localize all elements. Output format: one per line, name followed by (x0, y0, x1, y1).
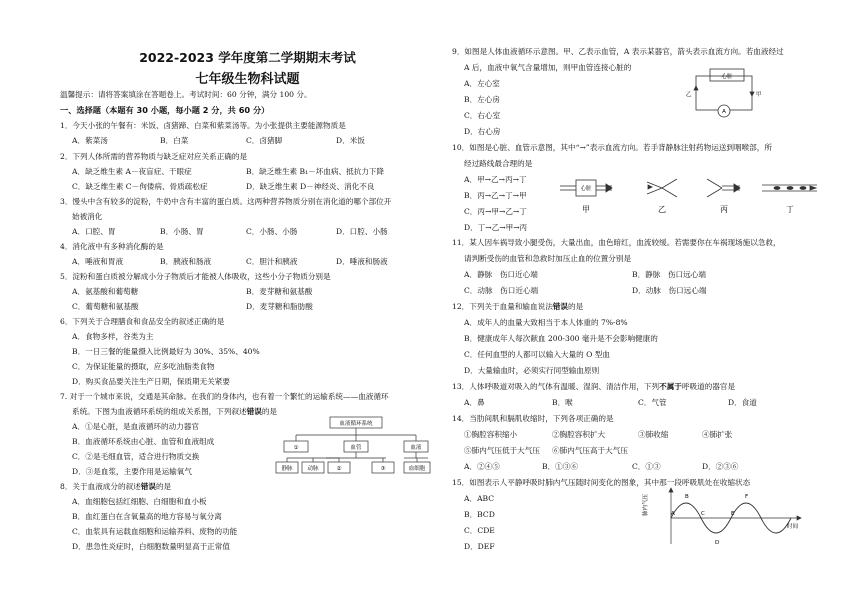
q7-diagram-n2: 血管 (350, 445, 362, 451)
q9-circulation-diagram (686, 66, 766, 126)
q8-option-a[interactable]: A．血细胞包括红细胞、白细胞和血小板 (72, 497, 207, 506)
q9-stem: 9．如图是人体血液循环示意图。甲、乙表示血管，A 表示某器官，箭头表示血流方向。若血液经过 (452, 47, 784, 56)
q15-point-d: D (715, 540, 720, 546)
q15-x-axis-label: 时间 (787, 524, 799, 530)
q11-option-b[interactable]: B．静脉 伤口远心端 (632, 270, 706, 279)
q1-option-b[interactable]: B．白菜 (160, 136, 189, 145)
q3-option-c[interactable]: C．小肠、小肠 (246, 227, 298, 236)
q7-diagram-l3: ② (336, 466, 342, 472)
q15-option-b[interactable]: B．BCD (464, 510, 495, 519)
q2-option-c[interactable]: C．缺乏维生素 C－佝偻病、骨质疏松症 (72, 182, 208, 191)
q15-point-b: B (685, 494, 689, 500)
q9-diagram-heart: 心脏 (721, 74, 733, 80)
q7-stem: 7. 对于一个城市来说，交通是其命脉。在我们的身体内，也有着一个繁忙的运输系统——血液循环 (60, 392, 389, 401)
notice: 温馨提示：请将答案填涂在答题卷上。考试时间：60 分钟，满分 100 分。 (60, 90, 312, 99)
q11-option-d[interactable]: D．动脉 伤口远心端 (632, 286, 707, 295)
q1-option-c[interactable]: C．卤猪脚 (246, 136, 283, 145)
q15-point-f: F (745, 494, 749, 500)
q10-stem: 10．如图是心脏、血管示意图，其中“→”表示血流方向。若手背静脉注射药物运送到咽喉部，所 (452, 143, 772, 152)
q10-vessel-diagram (552, 176, 827, 216)
q7-diagram-l1: 静脉 (281, 466, 293, 472)
q1-stem: 1．今天小张的午餐有：米饭、卤猪蹄、白菜和紫菜汤等。为小张提供主要能源物质是 (60, 121, 346, 130)
q14-statement-2: ②胸腔容积扩大 (552, 430, 606, 439)
q10-stem-cont: 经过路线最合理的是 (464, 159, 533, 168)
q8-stem: 8．关于血液成分的叙述错误的是 (60, 482, 172, 491)
q8-option-d[interactable]: D．患急性炎症时，白细胞数量明显高于正常值 (72, 542, 230, 551)
q3-stem-cont: 始被消化 (72, 212, 103, 221)
q5-option-b[interactable]: B．麦芽糖和氨基酸 (246, 287, 313, 296)
q9-diagram-right-label: 甲 (756, 92, 762, 98)
q7-diagram-root: 血液循环系统 (339, 421, 373, 427)
q4-option-a[interactable]: A．唾液和胃液 (72, 257, 124, 266)
q9-option-c[interactable]: C．右心室 (464, 111, 501, 120)
q10-diagram-label-d: 丁 (786, 205, 794, 214)
q9-option-d[interactable]: D．右心房 (464, 127, 501, 136)
q14-option-a[interactable]: A．②④⑤ (464, 462, 500, 471)
q10-diagram-label-a: 甲 (582, 205, 590, 214)
q14-stem: 14．当肋间肌和膈肌收缩时，下列各项正确的是 (452, 414, 614, 423)
q2-option-b[interactable]: B．缺乏维生素 B₁－坏血病、抵抗力下降 (246, 167, 385, 176)
q10-diagram-label-b: 乙 (658, 205, 666, 214)
q7-diagram-n1: ① (293, 445, 299, 451)
q3-option-b[interactable]: B．小肠、胃 (160, 227, 204, 236)
q12-option-d[interactable]: D．大量输血时，必须实行同型输血原则 (464, 366, 600, 375)
q5-option-d[interactable]: D．麦芽糖和脂肪酸 (246, 302, 313, 311)
q13-stem: 13．人体呼吸道对吸入的气体有温暖、湿润、清洁作用，下列不属于呼吸道的器官是 (452, 382, 736, 391)
q14-statement-6: ⑥肺内气压高于大气压 (552, 446, 628, 455)
q7-option-c[interactable]: C．②是毛细血管，适合进行物质交换 (72, 452, 200, 461)
q14-statement-1: ①胸腔容积缩小 (464, 430, 518, 439)
q8-option-b[interactable]: B．血红蛋白在含氧量高的地方容易与氧分离 (72, 512, 222, 521)
q5-option-c[interactable]: C．葡萄糖和氨基酸 (72, 302, 139, 311)
q6-stem: 6．下列关于合理膳食和食品安全的叙述正确的是 (60, 317, 225, 326)
q3-option-a[interactable]: A．口腔、胃 (72, 227, 116, 236)
q2-option-a[interactable]: A．缺乏维生素 A－夜盲症、干眼症 (72, 167, 192, 176)
q6-option-b[interactable]: B．一日三餐的能量摄入比例最好为 30%、35%、40% (72, 347, 260, 356)
q7-diagram-l2: 动脉 (307, 466, 319, 472)
q11-option-a[interactable]: A．静脉 伤口近心端 (464, 270, 538, 279)
q13-option-d[interactable]: D．食道 (728, 398, 757, 407)
exam-title: 2022-2023 学年度第二学期期末考试 (139, 50, 356, 65)
q12-option-b[interactable]: B．健康成年人每次献血 200-300 毫升是不会影响健康的 (464, 334, 658, 343)
q8-option-c[interactable]: C．血浆具有运载血细胞和运输养料、废物的功能 (72, 527, 238, 536)
q7-option-a[interactable]: A．①是心脏，是血液循环的动力器官 (72, 422, 199, 431)
q14-option-c[interactable]: C．①③ (632, 462, 661, 471)
q8-emphasis: 错误 (140, 482, 156, 491)
q11-stem-cont: 请判断受伤的血管和急救时加压止血的位置分别是 (464, 254, 632, 263)
q9-diagram-organ: A (722, 109, 726, 115)
q15-y-axis-label: 肺内气压 (643, 493, 649, 516)
q11-option-c[interactable]: C．动脉 伤口近心端 (464, 286, 539, 295)
q15-point-a: A (671, 511, 675, 517)
q14-option-d[interactable]: D．②③⑥ (702, 462, 739, 471)
q11-stem: 11．某人因车祸导致小腿受伤，大量出血，血色暗红，血流较缓。若需要你在车祸现场施以急救， (452, 238, 781, 247)
q10-option-a[interactable]: A．甲→乙→丙→丁 (464, 175, 527, 184)
q10-diagram-heart: 心脏 (580, 186, 592, 192)
q15-stem: 15．如图表示人平静呼吸时肺内气压随时间变化的图象，其中那一段呼吸肌处在收缩状态 (452, 478, 751, 487)
section-heading: 一、选择题（本题有 30 小题，每小题 2 分，共 60 分） (60, 105, 270, 115)
q4-option-b[interactable]: B．胰液和肠液 (160, 257, 212, 266)
q14-statement-5: ⑤肺内气压低于大气压 (464, 446, 540, 455)
q10-option-b[interactable]: B．丙→乙→丁→甲 (464, 191, 527, 200)
q2-stem: 2．下列人体所需的营养物质与缺乏症对应关系正确的是 (60, 152, 248, 161)
q2-option-d[interactable]: D．缺乏维生素 D－神经炎、消化不良 (246, 182, 375, 191)
q14-statement-3: ③肺收缩 (638, 430, 669, 439)
q7-circulation-diagram (272, 415, 432, 477)
q15-option-d[interactable]: D．DEF (464, 542, 495, 551)
q10-diagram-label-c: 丙 (720, 205, 728, 214)
q3-stem: 3．馒头中含有较多的淀粉，牛奶中含有丰富的蛋白质。这两种营养物质分别在消化道的哪个部位开 (60, 197, 392, 206)
q6-option-c[interactable]: C．为保证能量的摄取，应多吃油脂类食物 (72, 362, 215, 371)
q13-option-a[interactable]: A．鼻 (464, 398, 485, 407)
exam-subtitle: 七年级生物科试题 (195, 72, 300, 87)
q1-option-d[interactable]: D．米饭 (336, 136, 365, 145)
q5-option-a[interactable]: A．氨基酸和葡萄糖 (72, 287, 139, 296)
q7-option-d[interactable]: D．③是血浆，主要作用是运输氧气 (72, 467, 192, 476)
q15-option-c[interactable]: C．CDE (464, 526, 495, 535)
q4-stem: 4．消化液中有多种消化酶的是 (60, 242, 164, 251)
q15-point-c: C (701, 511, 705, 517)
q13-option-b[interactable]: B．喉 (552, 398, 573, 407)
q9-option-b[interactable]: B．左心房 (464, 95, 500, 104)
q15-pressure-chart (643, 488, 807, 548)
q4-option-d[interactable]: D．唾液和肠液 (336, 257, 388, 266)
left-column (60, 0, 435, 595)
q12-option-c[interactable]: C．任何血型的人都可以输入大量的 O 型血 (464, 350, 610, 359)
q7-option-b[interactable]: B．血液循环系统由心脏、血管和血液组成 (72, 437, 215, 446)
q7-diagram-n3: 血液 (410, 445, 422, 451)
q7-emphasis: 错误 (246, 407, 262, 416)
q12-option-a[interactable]: A．成年人的血量大致相当于本人体重的 7%-8% (464, 318, 628, 327)
q7-diagram-l4: ③ (380, 466, 386, 472)
q6-option-d[interactable]: D．购买食品要关注生产日期，保质期无关紧要 (72, 377, 230, 386)
q7-diagram-l5: 血细胞 (408, 466, 426, 472)
q1-option-a[interactable]: A．紫菜汤 (72, 136, 108, 145)
q12-stem: 12．下列关于血量和输血说法错误的是 (452, 302, 584, 311)
q9-stem-cont: A 后，血液中氧气含量增加，则甲血管连接心脏的 (464, 63, 632, 72)
q10-option-c[interactable]: C．丙→甲→乙→丁 (464, 207, 527, 216)
q9-option-a[interactable]: A．左心室 (464, 79, 500, 88)
q5-stem: 5．淀粉和蛋白质被分解成小分子物质后才能被人体吸收，这些小分子物质分别是 (60, 272, 331, 281)
q13-emphasis: 不属于 (659, 382, 682, 391)
q12-emphasis: 错误 (552, 302, 568, 311)
q15-option-a[interactable]: A．ABC (464, 494, 495, 503)
right-column (452, 0, 827, 595)
q14-option-b[interactable]: B．①③⑥ (542, 462, 578, 471)
q14-statement-4: ④肺扩张 (702, 430, 733, 439)
q6-option-a[interactable]: A．食物多样，谷类为主 (72, 332, 154, 341)
q9-diagram-left-label: 乙 (686, 92, 692, 98)
q13-option-c[interactable]: C．气管 (638, 398, 667, 407)
q3-option-d[interactable]: D．口腔、小肠 (336, 227, 388, 236)
q10-option-d[interactable]: D．丁→乙→甲→丙 (464, 223, 528, 232)
q7-stem-cont: 系统。下图为血液循环系统的组成关系图，下列叙述错误的是 (72, 407, 278, 416)
q4-option-c[interactable]: C．胆汁和胰液 (246, 257, 298, 266)
q15-point-e: E (731, 511, 735, 517)
